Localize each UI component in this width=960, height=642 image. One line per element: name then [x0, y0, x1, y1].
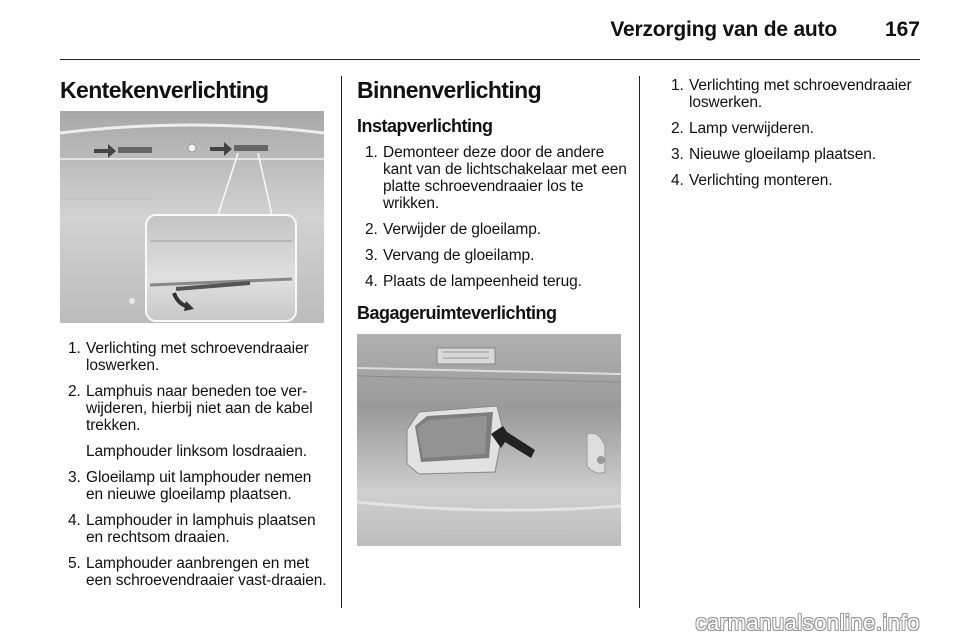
section-heading-binnenverlichting: Binnenverlichting: [357, 77, 542, 103]
column-divider-right: [639, 76, 640, 608]
list-item: 2. Lamphuis naar beneden toe ver-wijderen, hierbij niet aan de kabel trekken. Lamphouder linksom losdraaien.: [60, 383, 328, 460]
kenteken-steps-list: [60, 340, 328, 589]
list-item: 2. Lamp verwijderen.: [671, 120, 814, 137]
middle-column: [357, 76, 627, 546]
list-item: 1. Verlichting met schroevendraaier loswerken.: [671, 77, 912, 111]
page-number: 167: [884, 18, 920, 41]
watermark: carmanualsonline.info: [695, 610, 920, 635]
column-divider-left: [341, 76, 342, 608]
list-item: 1. Verlichting met schroevendraaier loswerken.: [68, 340, 309, 374]
list-item: 3. Gloeilamp uit lamphouder nemen en nieuwe gloeilamp plaatsen.: [68, 469, 312, 503]
list-item: 4. Plaats de lampeenheid terug.: [365, 273, 582, 290]
luggage-compartment-light-figure: [357, 334, 621, 546]
list-item: 1. Demonteer deze door de andere kant van de lichtschakelaar met een platte schroevendraaier los te wrikken.: [365, 144, 627, 212]
list-item-subtext: Lamphouder linksom losdraaien.: [86, 443, 308, 460]
subheading-bagageruimteverlichting: Bagageruimteverlichting: [357, 303, 557, 323]
list-item: 2. Verwijder de gloeilamp.: [365, 221, 541, 238]
license-plate-light-figure: [60, 111, 324, 323]
left-column: [60, 76, 328, 598]
header-title: Verzorging van de auto: [610, 18, 837, 41]
right-column: [663, 76, 923, 198]
list-item: 4. Lamphouder in lamphuis plaatsen en rechtsom draaien.: [68, 512, 316, 546]
section-heading-kentekenverlichting: Kentekenverlichting: [60, 77, 269, 103]
header-rule: [60, 59, 920, 60]
list-item: 3. Vervang de gloeilamp.: [365, 247, 535, 264]
list-item: 4. Verlichting monteren.: [671, 172, 833, 189]
list-item: 3. Nieuwe gloeilamp plaatsen.: [671, 146, 876, 163]
bagageruimte-steps-list: [663, 77, 923, 189]
subheading-instapverlichting: Instapverlichting: [357, 116, 493, 136]
list-item: 5. Lamphouder aanbrengen en met een schroevendraaier vast-draaien.: [68, 555, 327, 589]
instap-steps-list: [357, 144, 627, 290]
